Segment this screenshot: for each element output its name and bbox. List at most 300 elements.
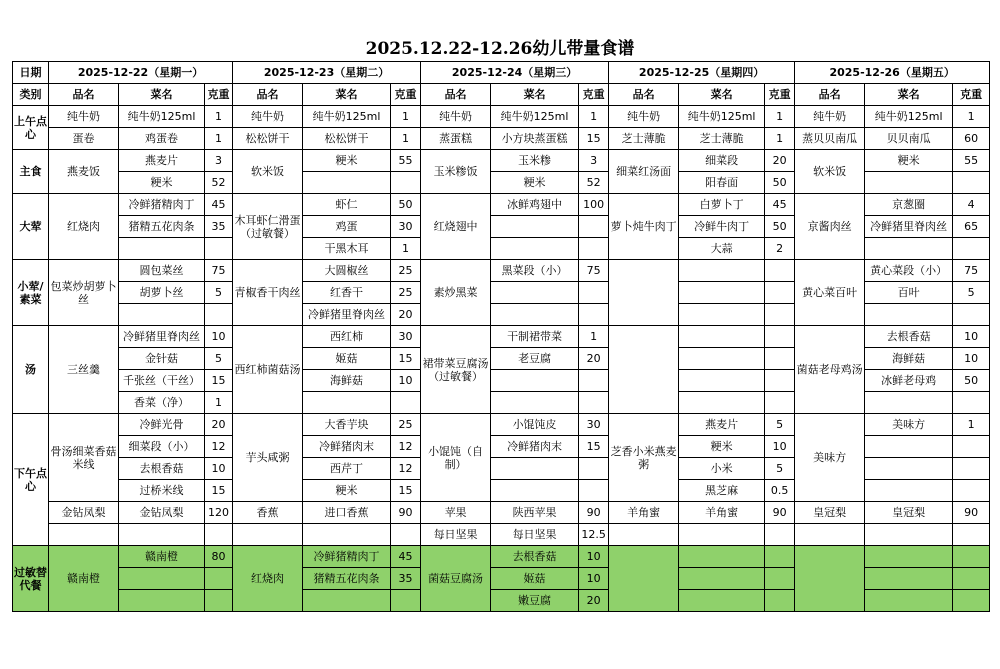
dish-cell: 粳米: [865, 150, 953, 172]
item-cell: 纯牛奶: [49, 106, 119, 128]
item-header: 品名: [421, 84, 491, 106]
dish-cell: [491, 480, 579, 502]
gram-cell: [205, 304, 233, 326]
dish-header: 菜名: [865, 84, 953, 106]
dish-cell: [865, 590, 953, 612]
dish-cell: 百叶: [865, 282, 953, 304]
item-header: 品名: [233, 84, 303, 106]
dish-cell: 燕麦片: [119, 150, 205, 172]
gram-cell: 90: [391, 502, 421, 524]
item-cell: 西红柿菌菇汤: [233, 326, 303, 414]
gram-header: 克重: [579, 84, 609, 106]
date-label: 日期: [13, 62, 49, 84]
dish-cell: [865, 392, 953, 414]
gram-cell: [391, 172, 421, 194]
gram-cell: 1: [391, 106, 421, 128]
dish-cell: 皇冠梨: [865, 502, 953, 524]
gram-cell: [765, 590, 795, 612]
item-cell: 松松饼干: [233, 128, 303, 150]
category-cell: 下午点心: [13, 414, 49, 546]
dish-cell: 小米: [679, 458, 765, 480]
gram-cell: 12: [391, 458, 421, 480]
item-cell: 软米饭: [233, 150, 303, 194]
gram-cell: [953, 436, 990, 458]
gram-cell: 15: [391, 480, 421, 502]
gram-cell: 50: [953, 370, 990, 392]
dish-cell: 胡萝卜丝: [119, 282, 205, 304]
page-title: 2025.12.22-12.26幼儿带量食谱: [365, 39, 635, 59]
dish-cell: 冷鲜光骨: [119, 414, 205, 436]
dish-cell: 燕麦片: [679, 414, 765, 436]
dish-cell: 每日坚果: [491, 524, 579, 546]
gram-cell: 10: [579, 568, 609, 590]
dish-cell: [865, 436, 953, 458]
gram-cell: 15: [579, 128, 609, 150]
category-cell: 上午点心: [13, 106, 49, 150]
item-cell: 蛋卷: [49, 128, 119, 150]
gram-cell: [953, 238, 990, 260]
dish-cell: [303, 524, 391, 546]
item-cell: 菌菇豆腐汤: [421, 546, 491, 612]
gram-cell: 1: [391, 238, 421, 260]
dish-header: 菜名: [679, 84, 765, 106]
dish-cell: 姬菇: [303, 348, 391, 370]
category-cell: 大荤: [13, 194, 49, 260]
gram-cell: 65: [953, 216, 990, 238]
item-cell: 小馄饨（自制）: [421, 414, 491, 502]
category-cell: 过敏替代餐: [13, 546, 49, 612]
dish-cell: 芝士薄脆: [679, 128, 765, 150]
dish-cell: 冰鲜鸡翅中: [491, 194, 579, 216]
column-header-row: [13, 84, 990, 106]
gram-cell: 75: [579, 260, 609, 282]
dish-cell: 香菜（净）: [119, 392, 205, 414]
dish-cell: [491, 370, 579, 392]
item-cell: [609, 260, 679, 326]
dish-cell: 细菜段: [679, 150, 765, 172]
gram-cell: [953, 458, 990, 480]
item-cell: 皇冠梨: [795, 502, 865, 524]
gram-cell: 4: [953, 194, 990, 216]
gram-cell: [765, 304, 795, 326]
gram-cell: 20: [391, 304, 421, 326]
dish-cell: [865, 524, 953, 546]
item-cell: [233, 524, 303, 546]
dish-cell: 姬菇: [491, 568, 579, 590]
dish-cell: 西红柿: [303, 326, 391, 348]
item-cell: 萝卜炖牛肉丁: [609, 194, 679, 260]
gram-cell: [953, 304, 990, 326]
item-cell: 香蕉: [233, 502, 303, 524]
dish-cell: 粳米: [679, 436, 765, 458]
gram-cell: 15: [391, 348, 421, 370]
gram-cell: 10: [765, 436, 795, 458]
dish-cell: 过桥米线: [119, 480, 205, 502]
gram-cell: [953, 172, 990, 194]
menu-row: [13, 106, 990, 128]
gram-cell: 3: [205, 150, 233, 172]
dish-cell: 干黑木耳: [303, 238, 391, 260]
dish-cell: [491, 392, 579, 414]
gram-cell: 30: [391, 326, 421, 348]
item-cell: 红烧翅中: [421, 194, 491, 260]
dish-cell: 白萝卜丁: [679, 194, 765, 216]
gram-cell: 90: [953, 502, 990, 524]
category-cell: 主食: [13, 150, 49, 194]
dish-cell: 金钻凤梨: [119, 502, 205, 524]
dish-cell: 去根香菇: [119, 458, 205, 480]
gram-cell: 1: [205, 392, 233, 414]
gram-cell: 60: [953, 128, 990, 150]
gram-cell: 5: [205, 282, 233, 304]
gram-header: 克重: [205, 84, 233, 106]
dish-cell: [119, 568, 205, 590]
gram-cell: 12: [205, 436, 233, 458]
dish-cell: [491, 282, 579, 304]
gram-cell: 35: [391, 568, 421, 590]
item-cell: [795, 524, 865, 546]
item-cell: 三丝羹: [49, 326, 119, 414]
gram-cell: [579, 458, 609, 480]
item-cell: 纯牛奶: [795, 106, 865, 128]
gram-cell: [953, 568, 990, 590]
gram-cell: [391, 590, 421, 612]
date-header-row: [13, 62, 990, 84]
dish-cell: 京葱圈: [865, 194, 953, 216]
item-header: 品名: [49, 84, 119, 106]
category-label: 类别: [13, 84, 49, 106]
gram-cell: [953, 524, 990, 546]
item-cell: 红烧肉: [233, 546, 303, 612]
gram-cell: 2: [765, 238, 795, 260]
dish-cell: 陕西苹果: [491, 502, 579, 524]
dish-cell: [491, 238, 579, 260]
dish-cell: 嫩豆腐: [491, 590, 579, 612]
gram-cell: 12.5: [579, 524, 609, 546]
gram-cell: 80: [205, 546, 233, 568]
dish-cell: 冰鲜老母鸡: [865, 370, 953, 392]
dish-cell: 海鲜菇: [303, 370, 391, 392]
dish-cell: [679, 546, 765, 568]
dish-cell: [865, 304, 953, 326]
dish-cell: 阳春面: [679, 172, 765, 194]
menu-row: [13, 524, 990, 546]
menu-row: [13, 128, 990, 150]
item-cell: 包菜炒胡萝卜丝: [49, 260, 119, 326]
dish-cell: [119, 590, 205, 612]
dish-cell: [865, 458, 953, 480]
menu-row: [13, 546, 990, 568]
gram-cell: 10: [579, 546, 609, 568]
dish-cell: [119, 524, 205, 546]
menu-row: [13, 326, 990, 348]
day-header: 2025-12-25（星期四）: [609, 62, 795, 84]
gram-cell: 75: [953, 260, 990, 282]
dish-cell: 冷鲜猪肉末: [491, 436, 579, 458]
gram-cell: [953, 546, 990, 568]
dish-cell: [865, 238, 953, 260]
gram-cell: 90: [765, 502, 795, 524]
item-cell: 芋头咸粥: [233, 414, 303, 502]
gram-cell: [765, 524, 795, 546]
item-cell: 美味方: [795, 414, 865, 502]
gram-cell: [579, 392, 609, 414]
dish-cell: 海鲜菇: [865, 348, 953, 370]
gram-cell: [579, 304, 609, 326]
gram-cell: 25: [391, 414, 421, 436]
gram-cell: 1: [765, 128, 795, 150]
gram-cell: 10: [205, 458, 233, 480]
item-cell: [609, 546, 679, 612]
dish-cell: [679, 304, 765, 326]
gram-cell: 52: [205, 172, 233, 194]
item-cell: 蒸贝贝南瓜: [795, 128, 865, 150]
gram-cell: 52: [579, 172, 609, 194]
gram-cell: 10: [953, 326, 990, 348]
item-cell: 芝香小米燕麦粥: [609, 414, 679, 502]
gram-cell: 35: [205, 216, 233, 238]
dish-cell: 冷鲜牛肉丁: [679, 216, 765, 238]
dish-cell: 西芹丁: [303, 458, 391, 480]
item-cell: 京酱肉丝: [795, 194, 865, 260]
dish-cell: 羊角蜜: [679, 502, 765, 524]
gram-cell: [205, 590, 233, 612]
gram-cell: 20: [765, 150, 795, 172]
gram-cell: [765, 326, 795, 348]
gram-cell: 5: [953, 282, 990, 304]
dish-cell: [865, 480, 953, 502]
dish-cell: 纯牛奶125ml: [303, 106, 391, 128]
gram-cell: 15: [205, 480, 233, 502]
category-cell: 小荤/素菜: [13, 260, 49, 326]
item-cell: 青椒香干肉丝: [233, 260, 303, 326]
gram-cell: 1: [579, 106, 609, 128]
dish-cell: 黑菜段（小）: [491, 260, 579, 282]
gram-cell: 1: [765, 106, 795, 128]
item-cell: 玉米糁饭: [421, 150, 491, 194]
gram-cell: 10: [205, 326, 233, 348]
dish-cell: 冷鲜猪精肉丁: [119, 194, 205, 216]
item-cell: 素炒黑菜: [421, 260, 491, 326]
gram-cell: 50: [765, 172, 795, 194]
item-cell: 骨汤细菜香菇米线: [49, 414, 119, 502]
item-cell: [609, 524, 679, 546]
gram-cell: [953, 392, 990, 414]
gram-cell: 30: [579, 414, 609, 436]
menu-body: [13, 62, 990, 612]
dish-cell: 虾仁: [303, 194, 391, 216]
gram-cell: [765, 568, 795, 590]
dish-cell: 大香芋块: [303, 414, 391, 436]
dish-cell: [119, 304, 205, 326]
dish-cell: [679, 348, 765, 370]
dish-cell: 美味方: [865, 414, 953, 436]
item-cell: 软米饭: [795, 150, 865, 194]
gram-cell: 20: [579, 590, 609, 612]
gram-cell: [765, 282, 795, 304]
dish-cell: 粳米: [119, 172, 205, 194]
gram-cell: 45: [205, 194, 233, 216]
dish-cell: [303, 392, 391, 414]
dish-cell: [865, 546, 953, 568]
item-cell: 苹果: [421, 502, 491, 524]
menu-row: [13, 502, 990, 524]
dish-cell: [679, 260, 765, 282]
dish-cell: [679, 524, 765, 546]
gram-cell: [205, 524, 233, 546]
dish-cell: 去根香菇: [865, 326, 953, 348]
dish-cell: 猪精五花肉条: [119, 216, 205, 238]
item-cell: 金钻凤梨: [49, 502, 119, 524]
gram-header: 克重: [953, 84, 990, 106]
dish-cell: [679, 326, 765, 348]
dish-cell: 粳米: [303, 150, 391, 172]
day-header: 2025-12-23（星期二）: [233, 62, 421, 84]
dish-cell: [679, 590, 765, 612]
dish-cell: 纯牛奶125ml: [679, 106, 765, 128]
menu-row: [13, 414, 990, 436]
dish-cell: 纯牛奶125ml: [865, 106, 953, 128]
dish-cell: 玉米糁: [491, 150, 579, 172]
day-header: 2025-12-22（星期一）: [49, 62, 233, 84]
gram-cell: 25: [391, 282, 421, 304]
gram-cell: [579, 282, 609, 304]
gram-cell: [391, 392, 421, 414]
gram-cell: [579, 480, 609, 502]
gram-cell: 1: [205, 128, 233, 150]
gram-cell: [205, 238, 233, 260]
gram-cell: 75: [205, 260, 233, 282]
gram-cell: [579, 216, 609, 238]
dish-cell: 冷鲜猪肉末: [303, 436, 391, 458]
gram-cell: 1: [205, 106, 233, 128]
dish-cell: 金针菇: [119, 348, 205, 370]
gram-cell: [765, 546, 795, 568]
gram-cell: [953, 590, 990, 612]
gram-cell: 45: [391, 546, 421, 568]
item-cell: 黄心菜百叶: [795, 260, 865, 326]
dish-cell: 小方块蒸蛋糕: [491, 128, 579, 150]
dish-cell: 冷鲜猪里脊肉丝: [303, 304, 391, 326]
day-header: 2025-12-26（星期五）: [795, 62, 990, 84]
gram-cell: 30: [391, 216, 421, 238]
category-cell: 汤: [13, 326, 49, 414]
dish-cell: [303, 172, 391, 194]
item-cell: [609, 326, 679, 414]
dish-cell: [679, 568, 765, 590]
gram-cell: 3: [579, 150, 609, 172]
gram-cell: [765, 370, 795, 392]
gram-cell: 1: [391, 128, 421, 150]
dish-cell: 圆包菜丝: [119, 260, 205, 282]
dish-cell: 千张丝（干丝）: [119, 370, 205, 392]
gram-cell: 0.5: [765, 480, 795, 502]
dish-cell: [491, 304, 579, 326]
dish-cell: 冷鲜猪里脊肉丝: [865, 216, 953, 238]
gram-cell: 25: [391, 260, 421, 282]
dish-cell: 冷鲜猪精肉丁: [303, 546, 391, 568]
dish-cell: 粳米: [303, 480, 391, 502]
item-cell: 纯牛奶: [609, 106, 679, 128]
dish-cell: 小馄饨皮: [491, 414, 579, 436]
dish-cell: 贝贝南瓜: [865, 128, 953, 150]
dish-cell: 纯牛奶125ml: [491, 106, 579, 128]
gram-cell: [205, 568, 233, 590]
item-cell: 芝士薄脆: [609, 128, 679, 150]
gram-cell: [765, 392, 795, 414]
dish-cell: 干制裙带菜: [491, 326, 579, 348]
gram-cell: [579, 370, 609, 392]
gram-cell: 5: [765, 414, 795, 436]
item-cell: 裙带菜豆腐汤（过敏餐）: [421, 326, 491, 414]
item-cell: 木耳虾仁滑蛋（过敏餐）: [233, 194, 303, 260]
gram-header: 克重: [391, 84, 421, 106]
menu-row: [13, 194, 990, 216]
gram-cell: 15: [579, 436, 609, 458]
item-cell: 赣南橙: [49, 546, 119, 612]
item-cell: [795, 546, 865, 612]
dish-cell: 进口香蕉: [303, 502, 391, 524]
dish-header: 菜名: [119, 84, 205, 106]
gram-cell: 50: [391, 194, 421, 216]
day-header: 2025-12-24（星期三）: [421, 62, 609, 84]
item-cell: 燕麦饭: [49, 150, 119, 194]
gram-cell: 90: [579, 502, 609, 524]
dish-cell: 鸡蛋: [303, 216, 391, 238]
item-cell: 每日坚果: [421, 524, 491, 546]
gram-cell: [391, 524, 421, 546]
dish-cell: 去根香菇: [491, 546, 579, 568]
item-cell: 纯牛奶: [421, 106, 491, 128]
gram-cell: 5: [765, 458, 795, 480]
dish-cell: 松松饼干: [303, 128, 391, 150]
gram-header: 克重: [765, 84, 795, 106]
dish-cell: 粳米: [491, 172, 579, 194]
menu-row: [13, 260, 990, 282]
item-cell: 蒸蛋糕: [421, 128, 491, 150]
gram-cell: 10: [953, 348, 990, 370]
dish-cell: [119, 238, 205, 260]
dish-cell: 黑芝麻: [679, 480, 765, 502]
gram-cell: [953, 480, 990, 502]
gram-cell: 1: [953, 414, 990, 436]
item-cell: 红烧肉: [49, 194, 119, 260]
dish-cell: [491, 458, 579, 480]
menu-row: [13, 150, 990, 172]
gram-cell: 12: [391, 436, 421, 458]
dish-cell: 红香干: [303, 282, 391, 304]
gram-cell: 20: [205, 414, 233, 436]
dish-cell: [865, 172, 953, 194]
gram-cell: 20: [579, 348, 609, 370]
dish-cell: [491, 216, 579, 238]
dish-cell: [303, 590, 391, 612]
item-cell: 菌菇老母鸡汤: [795, 326, 865, 414]
gram-cell: 100: [579, 194, 609, 216]
gram-cell: 10: [391, 370, 421, 392]
gram-cell: 1: [953, 106, 990, 128]
gram-cell: 55: [391, 150, 421, 172]
gram-cell: 15: [205, 370, 233, 392]
item-cell: 细菜红汤面: [609, 150, 679, 194]
item-cell: 羊角蜜: [609, 502, 679, 524]
dish-cell: 鸡蛋卷: [119, 128, 205, 150]
dish-cell: 细菜段（小）: [119, 436, 205, 458]
item-header: 品名: [795, 84, 865, 106]
item-cell: 纯牛奶: [233, 106, 303, 128]
gram-cell: 5: [205, 348, 233, 370]
dish-cell: [679, 282, 765, 304]
